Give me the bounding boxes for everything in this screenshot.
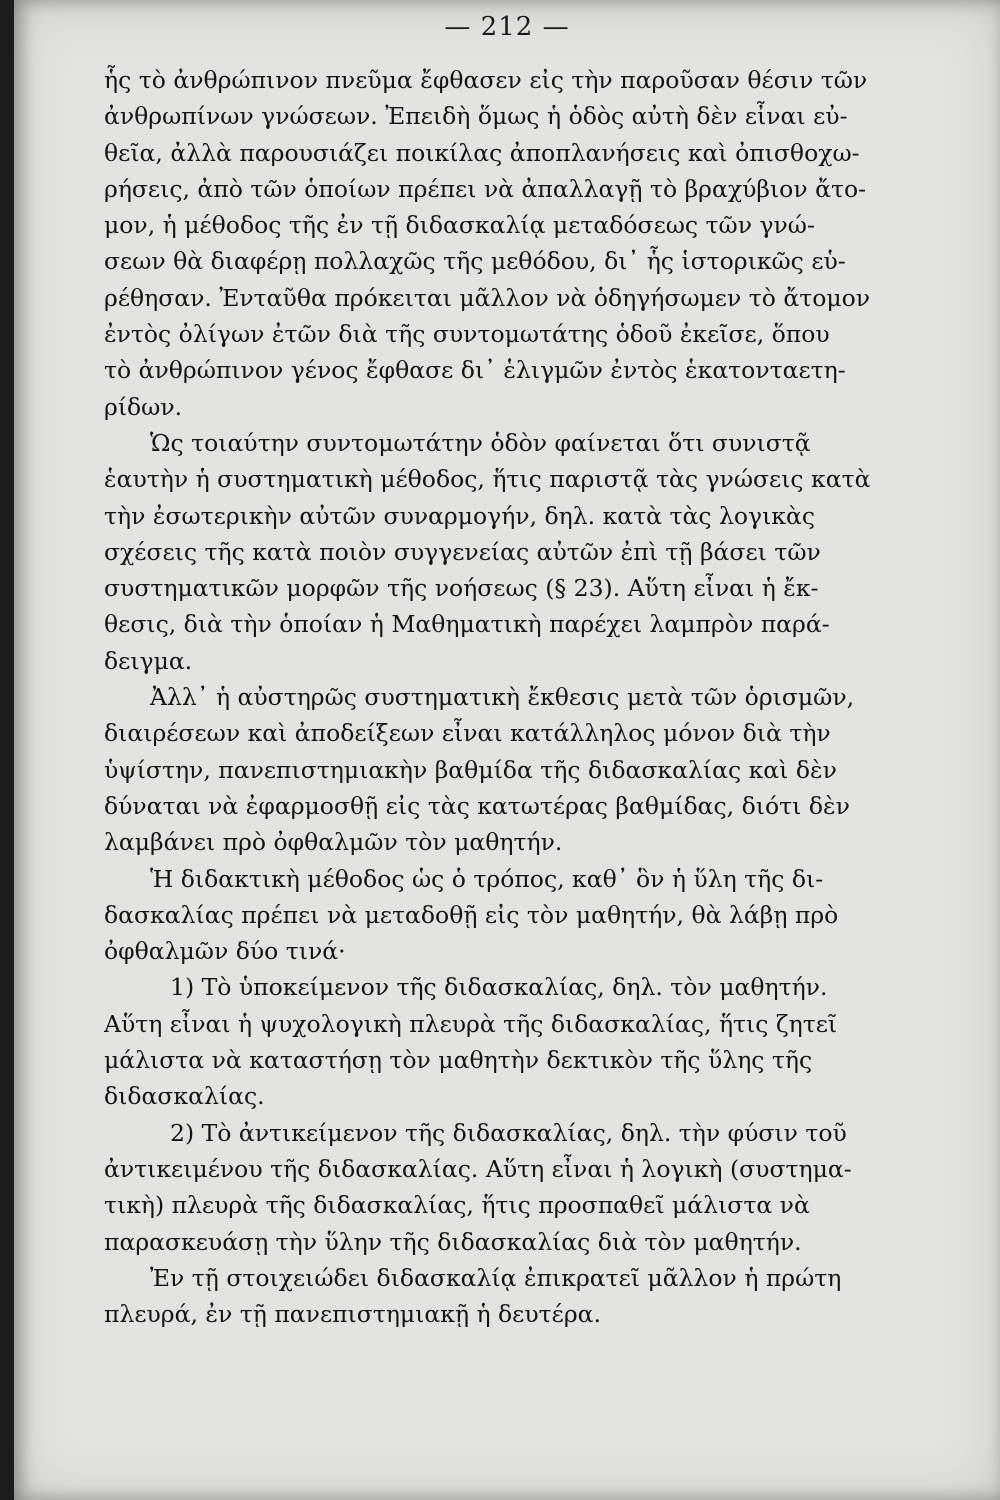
text-line: ἀντικειμένου τῆς διδασκαλίας. Αὕτη εἶναι ἡ λογικὴ (συστημα- [104,1154,852,1183]
text-line: ἀνθρωπίνων γνώσεων. Ἐπειδὴ ὅμως ἡ ὁδὸς αὐτὴ δὲν εἶναι εὐ- [104,102,848,131]
text-line: θεῖα, ἀλλὰ παρουσιάζει ποικίλας ἀποπλανήσεις καὶ ὀπισθοχω- [104,138,860,167]
text-line: ὀφθαλμῶν δύο τινά· [104,937,346,966]
text-line: μάλιστα νὰ καταστήσῃ τὸν μαθητὴν δεκτικὸν τῆς ὕλης τῆς [104,1046,813,1075]
text-line: δειγμα. [104,646,193,675]
text-line: ρίδων. [104,392,183,421]
paragraph-1 [104,62,894,425]
text-line: συστηματικῶν μορφῶν τῆς νοήσεως (§ 23). Αὕτη εἶναι ἡ ἔκ- [104,574,819,603]
text-line: τὴν ἐσωτερικὴν αὐτῶν συναρμογήν, δηλ. κατὰ τὰς λογικὰς [104,501,816,530]
text-line: δασκαλίας πρέπει νὰ μεταδοθῇ εἰς τὸν μαθητήν, θὰ λάβῃ πρὸ [104,900,839,929]
text-line: Αὕτη εἶναι ἡ ψυχολογικὴ πλευρὰ τῆς διδασκαλίας, ἥτις ζητεῖ [104,1009,838,1038]
text-line: ἐντὸς ὀλίγων ἐτῶν διὰ τῆς συντομωτάτης ὁδοῦ ἐκεῖσε, ὅπου [104,320,830,349]
text-line: Ἐν τῇ στοιχειώδει διδασκαλίᾳ ἐπικρατεῖ μᾶλλον ἡ πρώτη [150,1263,842,1292]
text-line: πλευρά, ἐν τῇ πανεπιστημιακῇ ἡ δευτέρα. [104,1300,601,1329]
text-line: σεων θὰ διαφέρῃ πολλαχῶς τῆς μεθόδου, δι᾽ ἧς ἱστορικῶς εὑ- [104,247,846,276]
text-line: δύναται νὰ ἐφαρμοσθῇ εἰς τὰς κατωτέρας βαθμίδας, διότι δὲν [104,791,850,820]
body-text [104,62,894,1332]
book-page [14,0,1000,1500]
text-line: ἑαυτὴν ἡ συστηματικὴ μέθοδος, ἥτις παριστᾷ τὰς γνώσεις κατὰ [104,465,871,494]
text-line: παρασκευάσῃ τὴν ὕλην τῆς διδασκαλίας διὰ τὸν μαθητήν. [104,1227,802,1256]
text-line: θεσις, διὰ τὴν ὁποίαν ἡ Μαθηματικὴ παρέχει λαμπρὸν παρά- [104,610,830,639]
text-line: Ἀλλ᾽ ἡ αὐστηρῶς συστηματικὴ ἔκθεσις μετὰ τῶν ὁρισμῶν, [150,683,855,712]
paragraph-7 [104,1260,894,1333]
text-line: σχέσεις τῆς κατὰ ποιὸν συγγενείας αὐτῶν ἐπὶ τῇ βάσει τῶν [104,537,821,566]
paragraph-5 [104,969,894,1114]
page-number: — 212 — [444,12,570,42]
paragraph-4 [104,861,894,970]
text-line: διδασκαλίας. [104,1082,265,1111]
text-line: 1) Τὸ ὑποκείμενον τῆς διδασκαλίας, δηλ. τὸν μαθητήν. [170,973,828,1002]
text-line: ἧς τὸ ἀνθρώπινον πνεῦμα ἔφθασεν εἰς τὴν παροῦσαν θέσιν τῶν [104,66,868,94]
text-line: λαμβάνει πρὸ ὀφθαλμῶν τὸν μαθητήν. [104,828,563,857]
text-line: 2) Τὸ ἀντικείμενον τῆς διδασκαλίας, δηλ. τὴν φύσιν τοῦ [170,1118,847,1147]
paragraph-3 [104,679,894,860]
text-line: μον, ἡ μέθοδος τῆς ἐν τῇ διδασκαλίᾳ μεταδόσεως τῶν γνώ- [104,211,815,240]
text-line: Ἡ διδακτικὴ μέθοδος ὡς ὁ τρόπος, καθ᾽ ὃν ἡ ὕλη τῆς δι- [150,864,824,893]
text-line: τὸ ἀνθρώπινον γένος ἔφθασε δι᾽ ἑλιγμῶν ἐντὸς ἑκατονταετη- [104,356,846,385]
text-line: ρέθησαν. Ἐνταῦθα πρόκειται μᾶλλον νὰ ὁδηγήσωμεν τὸ ἄτομον [104,283,871,312]
text-line: Ὡς τοιαύτην συντομωτάτην ὁδὸν φαίνεται ὅτι συνιστᾷ [150,428,811,457]
text-line: ρήσεις, ἀπὸ τῶν ὁποίων πρέπει νὰ ἀπαλλαγῇ τὸ βραχύβιον ἄτο- [104,174,867,203]
paragraph-2 [104,425,894,679]
text-line: τικὴ) πλευρὰ τῆς διδασκαλίας, ἥτις προσπαθεῖ μάλιστα νὰ [104,1191,810,1220]
paragraph-6 [104,1115,894,1260]
text-line: διαιρέσεων καὶ ἀποδείξεων εἶναι κατάλληλος μόνον διὰ τὴν [104,719,831,748]
text-line: ὑψίστην, πανεπιστημιακὴν βαθμίδα τῆς διδασκαλίας καὶ δὲν [104,755,837,784]
